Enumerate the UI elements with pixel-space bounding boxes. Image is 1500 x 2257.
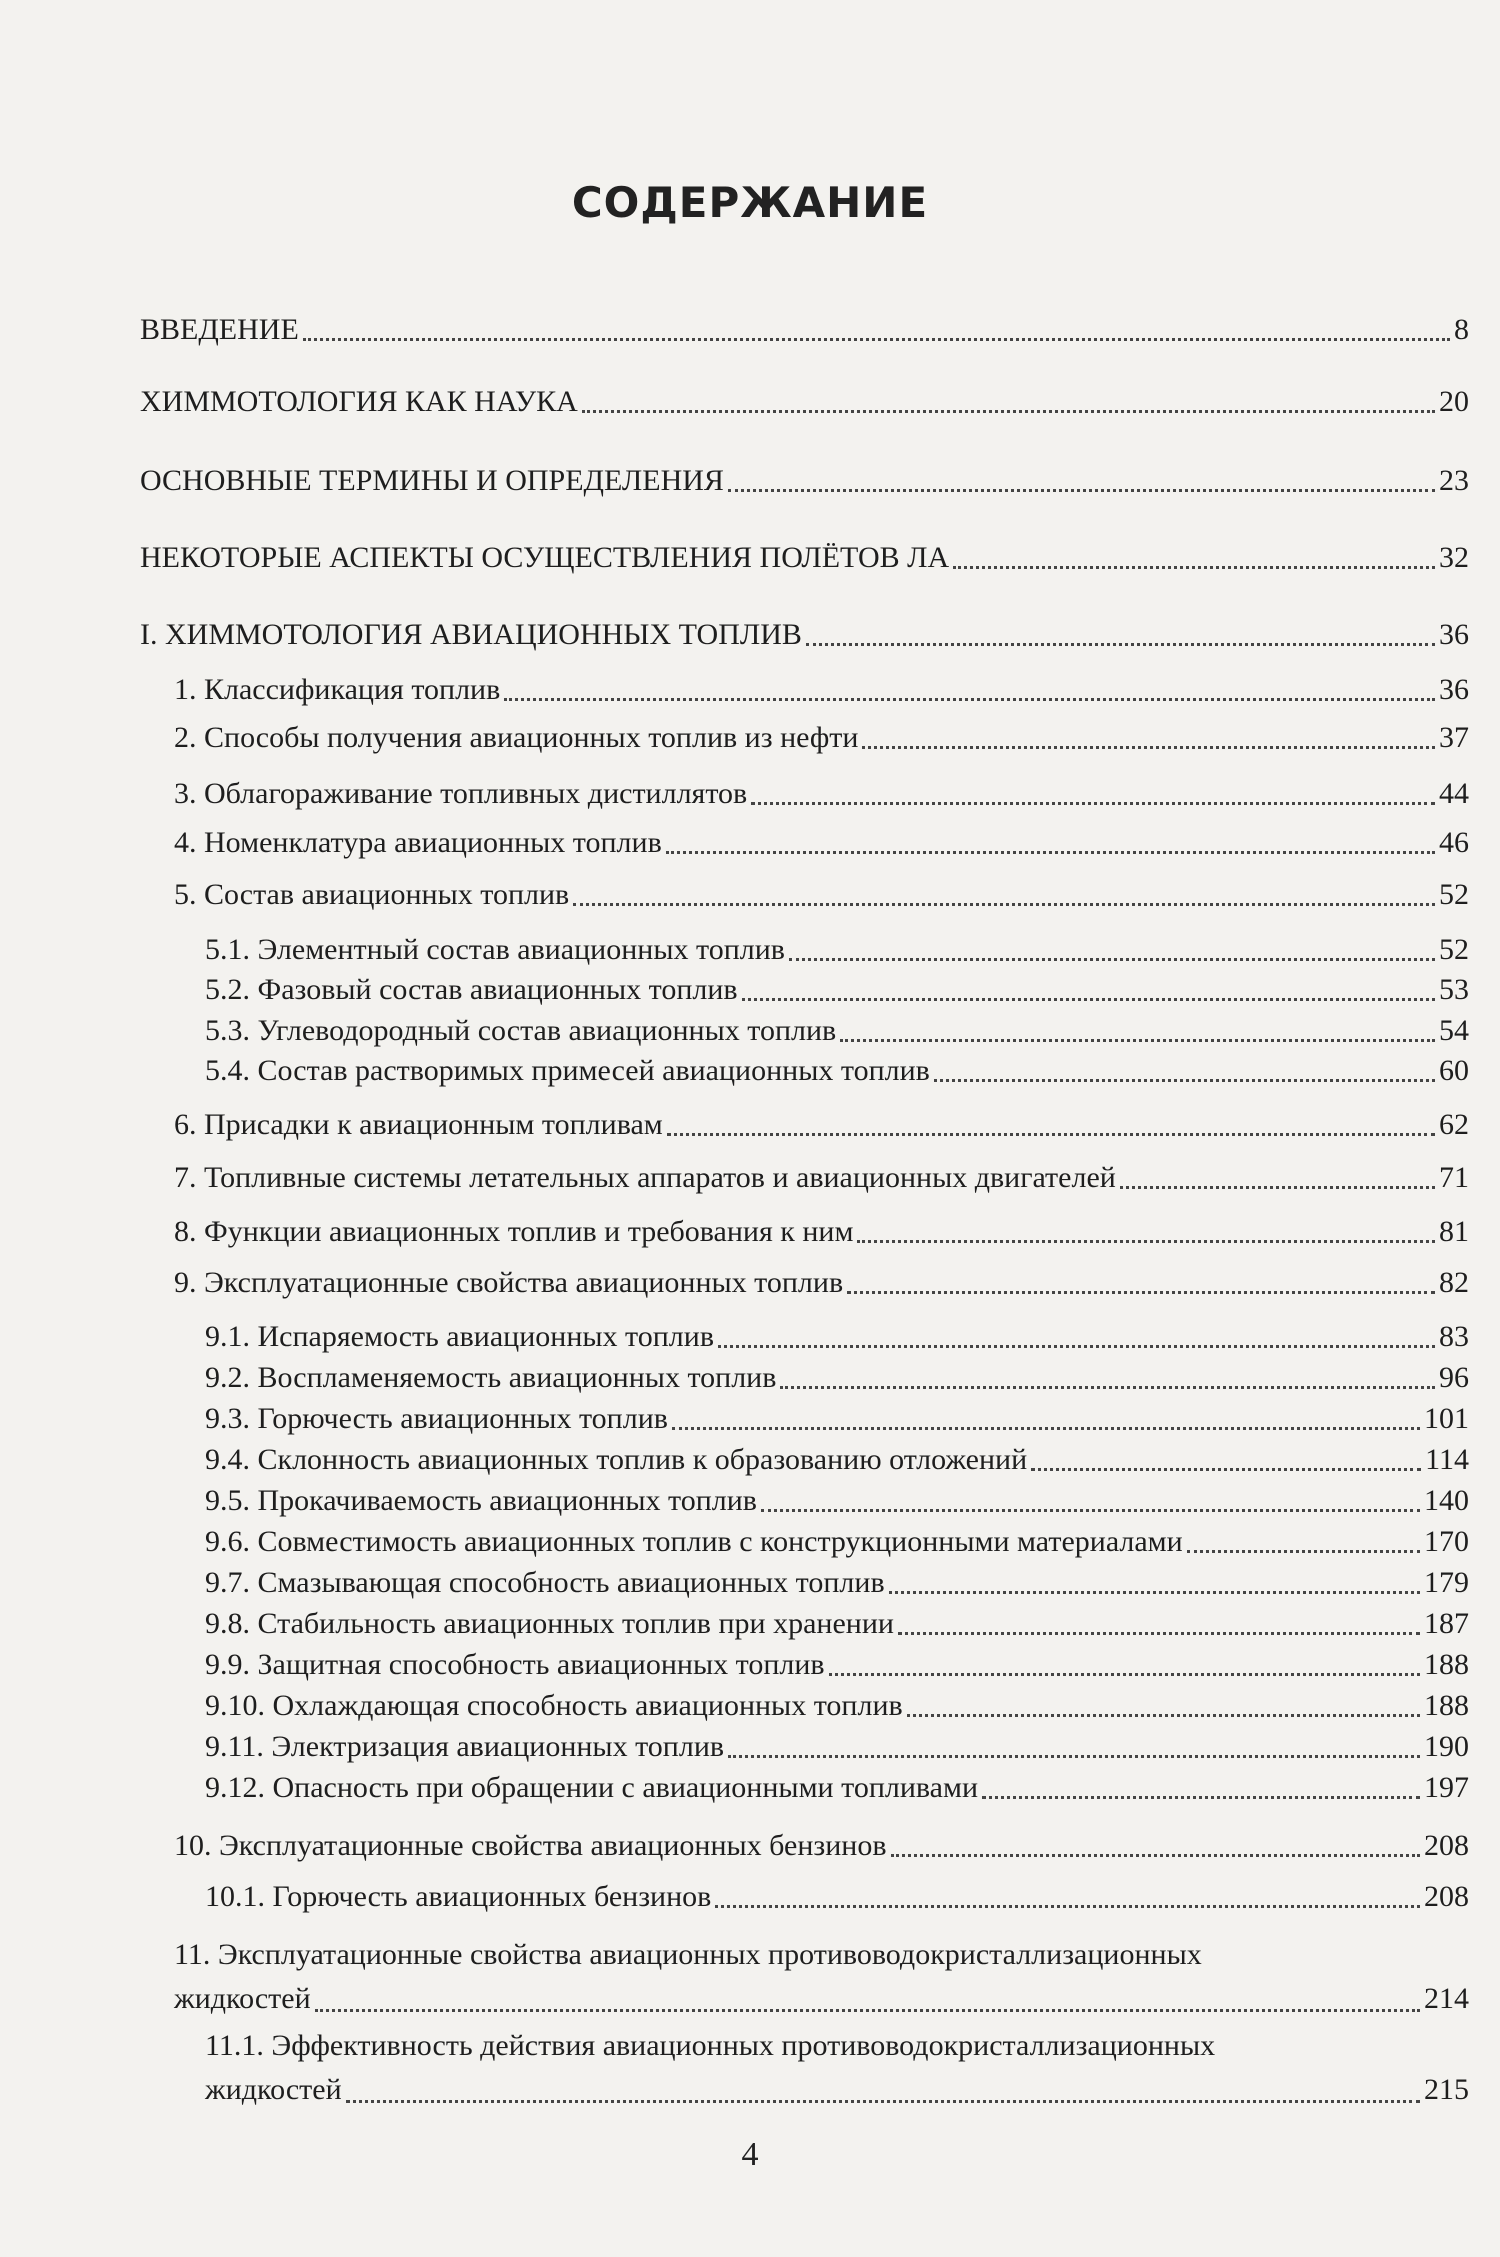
toc-page-number: 23 (1439, 464, 1469, 497)
toc-leader-dots (742, 998, 1435, 1001)
toc-leader-dots (982, 1796, 1420, 1799)
toc-page-number: 71 (1439, 1161, 1469, 1194)
toc-entry[interactable] (205, 1401, 1469, 1437)
toc-leader-dots (718, 1345, 1435, 1348)
toc-entry[interactable] (205, 1483, 1469, 1519)
toc-entry-wrapped[interactable] (174, 1933, 1469, 2021)
toc-page-number: 208 (1424, 1880, 1469, 1913)
toc-entry[interactable] (205, 1729, 1469, 1765)
toc-page-number: 96 (1439, 1361, 1469, 1394)
toc-page-number: 36 (1439, 673, 1469, 706)
toc-entry[interactable] (140, 384, 1469, 420)
toc-leader-dots (847, 1291, 1435, 1294)
toc-leader-dots (840, 1039, 1435, 1042)
toc-leader-dots (789, 958, 1435, 961)
toc-entry-text: 9.6. Совместимость авиационных топлив с конструкционными материалами (205, 1525, 1183, 1558)
toc-entry[interactable] (205, 1524, 1469, 1560)
toc-leader-dots (829, 1673, 1420, 1676)
toc-entry-text: 9.12. Опасность при обращении с авиационными топливами (205, 1771, 979, 1804)
toc-entry-text: 9.9. Защитная способность авиационных топлив (205, 1648, 825, 1681)
toc-entry-text: 5. Состав авиационных топлив (174, 878, 570, 911)
toc-entry[interactable] (174, 1214, 1469, 1250)
toc-entry-text: 9.5. Прокачиваемость авиационных топлив (205, 1484, 757, 1517)
toc-entry-wrapped[interactable] (205, 2024, 1469, 2112)
toc-leader-dots (907, 1714, 1420, 1717)
toc-entry[interactable] (174, 1265, 1469, 1301)
toc-entry[interactable] (174, 1160, 1469, 1196)
toc-leader-dots (862, 746, 1435, 749)
toc-leader-dots (715, 1905, 1420, 1908)
toc-leader-dots (728, 489, 1435, 492)
toc-entry[interactable] (205, 1565, 1469, 1601)
toc-entry-text: 8. Функции авиационных топлив и требования к ним (174, 1215, 854, 1248)
toc-page-number: 53 (1439, 973, 1469, 1006)
toc-entry-text: 5.2. Фазовый состав авиационных топлив (205, 973, 738, 1006)
toc-entry-text: 4. Номенклатура авиационных топлив (174, 826, 662, 859)
toc-page-number: 8 (1454, 313, 1469, 346)
toc-page-number: 179 (1424, 1566, 1469, 1599)
toc-entry[interactable] (174, 877, 1469, 913)
toc-page-number: 60 (1439, 1054, 1469, 1087)
toc-entry[interactable] (205, 1442, 1469, 1478)
toc-entry-text: ВВЕДЕНИЕ (140, 313, 299, 346)
toc-leader-dots (504, 698, 1435, 701)
toc-leader-dots (806, 643, 1435, 646)
toc-entry[interactable] (205, 1770, 1469, 1806)
toc-page-number: 62 (1439, 1108, 1469, 1141)
toc-entry[interactable] (174, 776, 1469, 812)
toc-entry-text: 10.1. Горючесть авиационных бензинов (205, 1880, 712, 1913)
toc-leader-dots (672, 1427, 1420, 1430)
toc-leader-dots (898, 1632, 1420, 1635)
toc-entry-text: 3. Облагораживание топливных дистиллятов (174, 777, 748, 810)
toc-entry-text: 9.8. Стабильность авиационных топлив при хранении (205, 1607, 894, 1640)
toc-page-number: 140 (1424, 1484, 1469, 1517)
toc-page-number: 52 (1439, 933, 1469, 966)
toc-page-number: 44 (1439, 777, 1469, 810)
toc-entry[interactable] (205, 1606, 1469, 1642)
toc-entry-text: 9.2. Воспламеняемость авиационных топлив (205, 1361, 777, 1394)
toc-entry-text-continued: жидкостей (205, 2073, 342, 2106)
toc-entry[interactable] (174, 1107, 1469, 1143)
toc-entry-text: 9.7. Смазывающая способность авиационных топлив (205, 1566, 885, 1599)
toc-leader-dots (346, 2100, 1420, 2103)
toc-entry[interactable] (205, 972, 1469, 1008)
toc-entry-text: 9.3. Горючесть авиационных топлив (205, 1402, 668, 1435)
toc-leader-dots (667, 1133, 1435, 1136)
toc-entry[interactable] (205, 932, 1469, 968)
toc-entry-text: 10. Эксплуатационные свойства авиационных бензинов (174, 1829, 887, 1862)
toc-entry-text: 11. Эксплуатационные свойства авиационных противоводокристаллизационных (174, 1938, 1202, 1971)
toc-entry[interactable] (140, 463, 1469, 499)
toc-leader-dots (573, 903, 1435, 906)
toc-page-number: 32 (1439, 541, 1469, 574)
page-number: 4 (741, 2136, 759, 2173)
toc-entry-text: 9. Эксплуатационные свойства авиационных топлив (174, 1266, 844, 1299)
toc-entry-text: 9.4. Склонность авиационных топлив к образованию отложений (205, 1443, 1028, 1476)
toc-entry-text: 1. Классификация топлив (174, 673, 501, 706)
toc-entry-text: ОСНОВНЫЕ ТЕРМИНЫ И ОПРЕДЕЛЕНИЯ (140, 464, 724, 497)
toc-entry[interactable] (205, 1319, 1469, 1355)
toc-leader-dots (953, 566, 1435, 569)
toc-entry[interactable] (205, 1360, 1469, 1396)
toc-entry-text: I. ХИММОТОЛОГИЯ АВИАЦИОННЫХ ТОПЛИВ (140, 618, 802, 651)
page-title: СОДЕРЖАНИЕ (571, 178, 929, 227)
toc-entry-text: НЕКОТОРЫЕ АСПЕКТЫ ОСУЩЕСТВЛЕНИЯ ПОЛЁТОВ ЛА (140, 541, 950, 574)
toc-entry-text: 2. Способы получения авиационных топлив из нефти (174, 721, 859, 754)
toc-leader-dots (889, 1591, 1420, 1594)
toc-entry-text: 5.4. Состав растворимых примесей авиационных топлив (205, 1054, 930, 1087)
toc-page-number: 188 (1424, 1648, 1469, 1681)
toc-page-number: 190 (1424, 1730, 1469, 1763)
toc-page-number: 170 (1424, 1525, 1469, 1558)
toc-page-number: 188 (1424, 1689, 1469, 1722)
toc-entry-text-continued: жидкостей (174, 1982, 311, 2015)
toc-entry-text: ХИММОТОЛОГИЯ КАК НАУКА (140, 385, 578, 418)
toc-entry-text: 5.1. Элементный состав авиационных топлив (205, 933, 785, 966)
toc-page-number: 101 (1424, 1402, 1469, 1435)
toc-page-number: 187 (1424, 1607, 1469, 1640)
toc-leader-dots (728, 1755, 1420, 1758)
toc-entry-text: 11.1. Эффективность действия авиационных противоводокристаллизационных (205, 2029, 1216, 2062)
toc-leader-dots (303, 338, 1450, 341)
toc-entry[interactable] (205, 1647, 1469, 1683)
toc-page-number: 37 (1439, 721, 1469, 754)
toc-entry[interactable] (140, 617, 1469, 653)
toc-leader-dots (761, 1509, 1420, 1512)
toc-page-number: 82 (1439, 1266, 1469, 1299)
toc-leader-dots (315, 2009, 1420, 2012)
toc-page-number: 114 (1425, 1443, 1469, 1476)
toc-leader-dots (1031, 1468, 1421, 1471)
toc-entry[interactable] (174, 720, 1469, 756)
toc-page-number: 54 (1439, 1014, 1469, 1047)
toc-entry-text: 7. Топливные системы летательных аппаратов и авиационных двигателей (174, 1161, 1116, 1194)
toc-entry[interactable] (205, 1688, 1469, 1724)
toc-leader-dots (751, 802, 1435, 805)
toc-entry-text: 6. Присадки к авиационным топливам (174, 1108, 663, 1141)
toc-page-number: 197 (1424, 1771, 1469, 1804)
toc-leader-dots (780, 1386, 1435, 1389)
toc-entry[interactable] (174, 672, 1469, 708)
toc-page-number: 20 (1439, 385, 1469, 418)
toc-leader-dots (891, 1854, 1420, 1857)
toc-page-number: 208 (1424, 1829, 1469, 1862)
toc-leader-dots (582, 410, 1435, 413)
toc-entry-text: 9.1. Испаряемость авиационных топлив (205, 1320, 714, 1353)
toc-entry[interactable] (205, 1879, 1469, 1915)
toc-leader-dots (666, 851, 1435, 854)
toc-page-number: 214 (1424, 1982, 1469, 2015)
toc-leader-dots (857, 1240, 1435, 1243)
toc-leader-dots (934, 1079, 1435, 1082)
toc-entry[interactable] (205, 1053, 1469, 1089)
toc-entry[interactable] (174, 825, 1469, 861)
toc-entry[interactable] (140, 312, 1469, 348)
toc-page-number: 81 (1439, 1215, 1469, 1248)
toc-entry[interactable] (174, 1828, 1469, 1864)
toc-leader-dots (1120, 1186, 1435, 1189)
toc-page-number: 83 (1439, 1320, 1469, 1353)
toc-entry-text: 9.11. Электризация авиационных топлив (205, 1730, 725, 1763)
toc-entry-text: 5.3. Углеводородный состав авиационных топлив (205, 1014, 837, 1047)
toc-page-number: 46 (1439, 826, 1469, 859)
toc-entry-text: 9.10. Охлаждающая способность авиационных топлив (205, 1689, 903, 1722)
toc-page-number: 36 (1439, 618, 1469, 651)
toc-leader-dots (1187, 1550, 1420, 1553)
toc-entry[interactable] (140, 540, 1469, 576)
toc-entry[interactable] (205, 1013, 1469, 1049)
toc-page-number: 52 (1439, 878, 1469, 911)
toc-page-number: 215 (1424, 2073, 1469, 2106)
